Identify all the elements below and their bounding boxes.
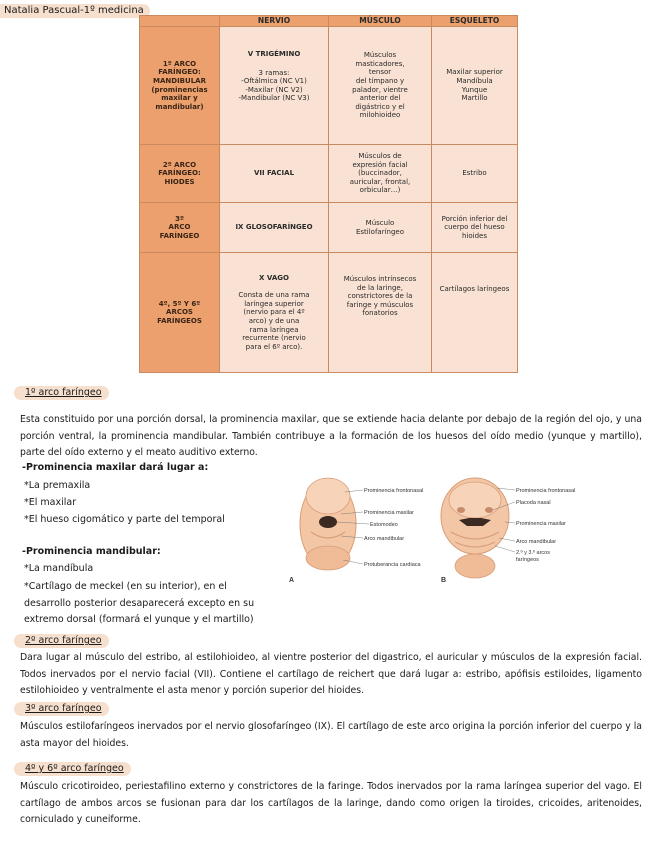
arch-line: mandibular) bbox=[155, 102, 204, 111]
embryo-panel-b bbox=[441, 478, 509, 578]
muscle-cell bbox=[329, 203, 432, 253]
muscle-line: digástrico y el bbox=[355, 102, 405, 111]
muscle-line: Músculos intrínsecos bbox=[343, 275, 417, 283]
row-header bbox=[140, 145, 220, 203]
skeleton-line: Cartílagos laríngeos bbox=[439, 285, 510, 293]
nerve-line: laríngea superior bbox=[244, 299, 304, 308]
row-header bbox=[140, 203, 220, 253]
skeleton-line: Porción inferior del bbox=[441, 214, 508, 223]
nerve-title: VII FACIAL bbox=[253, 169, 295, 178]
figure-label: Prominencia maxilar bbox=[516, 521, 566, 527]
skeleton-cell bbox=[432, 253, 518, 373]
figure-label: Prominencia frontonasal bbox=[516, 488, 576, 494]
table-header-row bbox=[140, 16, 518, 27]
nerve-line: -Oftálmica (NC V1) bbox=[241, 77, 307, 86]
skeleton-line: Maxilar superior bbox=[446, 68, 503, 77]
muscle-cell bbox=[329, 27, 432, 145]
muscle-line: fonatorios bbox=[362, 309, 398, 318]
muscle-line: auricular, frontal, bbox=[349, 177, 411, 186]
muscle-line: orbicular…) bbox=[359, 186, 401, 195]
table-row bbox=[140, 145, 518, 203]
arch-line: maxilar y bbox=[161, 94, 198, 103]
figure-label: Protuberancia cardiaca bbox=[364, 562, 421, 568]
section-title-arco-4-6: 4º y 6º arco faríngeo bbox=[14, 762, 131, 776]
pharyngeal-arches-table bbox=[139, 15, 518, 373]
row-header bbox=[140, 253, 220, 373]
embryo-face-figure bbox=[283, 474, 633, 586]
list-item: *Cartílago de meckel (en su interior), en el bbox=[24, 581, 227, 592]
nerve-cell bbox=[220, 27, 329, 145]
section-title-arco-2: 2º arco faríngeo bbox=[14, 634, 109, 648]
nerve-line: (nervio para el 4º bbox=[243, 308, 305, 317]
skeleton-cell bbox=[432, 27, 518, 145]
figure-label: Placoda nasal bbox=[516, 500, 551, 506]
nerve-line: para el 6º arco). bbox=[245, 342, 303, 351]
section-paragraph-arco-1: Esta constituido por una porción dorsal, la prominencia maxilar, que se extiende hacia delante por debajo de la región del ojo, y una porción ventral, la prominencia mandibular. También contribuye a la formación de los huesos del oído medio (yunque y martillo), parte del oído externo y el meato auditivo externo. bbox=[20, 414, 642, 458]
arch-line: FARÍNGEO: bbox=[158, 169, 201, 178]
table-row bbox=[140, 253, 518, 373]
muscle-line: del tímpano y bbox=[355, 76, 405, 85]
muscle-cell bbox=[329, 253, 432, 373]
figure-label: Arco mandibular bbox=[364, 536, 405, 542]
muscle-line: Estilofaríngeo bbox=[355, 227, 405, 236]
section-paragraph-arco-3: Músculos estilofaríngeos inervados por el nervio glosofaríngeo (IX). El cartílago de este arco origina la porción inferior del cuerpo y la asta mayor del hioides. bbox=[20, 721, 642, 749]
nerve-cell bbox=[220, 203, 329, 253]
mandibular-heading: -Prominencia mandibular: bbox=[22, 546, 161, 557]
skeleton-line: Yunque bbox=[461, 85, 488, 94]
arch-line: FARÍNGEO bbox=[159, 231, 200, 240]
maxilar-heading: -Prominencia maxilar dará lugar a: bbox=[22, 462, 209, 473]
table-row bbox=[140, 27, 518, 145]
section-title-arco-3: 3º arco faríngeo bbox=[14, 702, 109, 716]
nerve-line: rama laríngea bbox=[249, 325, 299, 334]
skeleton-line: Martillo bbox=[461, 94, 488, 103]
figure-panel-letter: A bbox=[289, 577, 295, 584]
skeleton-line: Mandíbula bbox=[456, 76, 493, 85]
nerve-line: recurrente (nervio bbox=[242, 334, 306, 343]
muscle-line: palador, vientre bbox=[352, 85, 408, 94]
muscle-line: constrictores de la bbox=[347, 292, 413, 301]
nerve-title: V TRIGÉMINO bbox=[247, 50, 301, 59]
table-row bbox=[140, 203, 518, 253]
table-corner bbox=[140, 16, 220, 27]
figure-label: Estomodeo bbox=[370, 522, 398, 528]
figure-label: Prominencia maxilar bbox=[364, 510, 414, 516]
figure-panel-letter: B bbox=[441, 577, 447, 584]
section-paragraph-arco-2: Dara lugar al músculo del estribo, al estilohioideo, al vientre posterior del digastrico, el auricular y músculos de la expresión facial. Todos inervados por el nervio facial (VII). Contiene el cartílago de reichert que dará lugar a: estribo, apófisis estiloides, ligamento estilohioideo y ventralmente el asta menor y porción superior del hioides. bbox=[20, 652, 642, 696]
muscle-line: Músculos bbox=[363, 51, 397, 60]
nerve-line: 3 ramas: bbox=[258, 68, 290, 77]
list-item: *La mandíbula bbox=[24, 563, 94, 574]
muscle-line: Músculo bbox=[365, 218, 395, 227]
muscle-line: de la laringe, bbox=[357, 283, 403, 292]
muscle-line: (buccinador, bbox=[358, 169, 402, 178]
list-item: *El maxilar bbox=[24, 497, 77, 508]
figure-label: Prominencia frontonasal bbox=[364, 488, 424, 494]
arch-line: ARCOS bbox=[166, 308, 193, 317]
figure-label: faríngeos bbox=[516, 557, 539, 563]
muscle-line: anterior del bbox=[359, 94, 401, 103]
muscle-line: tensor bbox=[368, 68, 392, 77]
col-header-nervio: NERVIO bbox=[220, 16, 329, 27]
muscle-line: milohioideo bbox=[359, 111, 401, 120]
muscle-line: faringe y músculos bbox=[346, 300, 414, 309]
nerve-title: IX GLOSOFARÍNGEO bbox=[235, 223, 313, 232]
row-header bbox=[140, 27, 220, 145]
skeleton-cell bbox=[432, 203, 518, 253]
skeleton-cell bbox=[432, 145, 518, 203]
nerve-title: X VAGO bbox=[259, 273, 289, 282]
author-label: Natalia Pascual-1º medicina bbox=[0, 4, 150, 18]
arch-line: 1º ARCO bbox=[162, 59, 197, 68]
list-item: extremo dorsal (formará el yunque y el martillo) bbox=[24, 614, 254, 625]
list-item: desarrollo posterior desaparecerá excepto en su bbox=[24, 598, 255, 609]
list-item: *La premaxila bbox=[24, 480, 91, 491]
skeleton-line: Estribo bbox=[462, 169, 487, 178]
col-header-esqueleto: ESQUELETO bbox=[432, 16, 518, 27]
list-item: *El hueso cigomático y parte del temporal bbox=[24, 514, 225, 525]
nerve-cell bbox=[220, 145, 329, 203]
arch-line: 2º ARCO bbox=[162, 160, 197, 169]
nerve-line: -Mandibular (NC V3) bbox=[238, 94, 310, 103]
skeleton-line: hioides bbox=[461, 231, 487, 240]
arch-line: FARÍNGEOS bbox=[157, 316, 202, 325]
section-title-arco-1: 1º arco faríngeo bbox=[14, 386, 109, 400]
arch-line: 3º bbox=[175, 214, 184, 223]
col-header-musculo: MÚSCULO bbox=[329, 16, 432, 27]
arch-line: ARCO bbox=[168, 223, 191, 232]
muscle-line: masticadores, bbox=[355, 59, 405, 68]
figure-label: Arco mandibular bbox=[516, 539, 557, 545]
nerve-line: arco) y de una bbox=[248, 317, 300, 325]
nerve-cell bbox=[220, 253, 329, 373]
skeleton-line: cuerpo del hueso bbox=[444, 223, 505, 232]
section-paragraph-arco-4-6: Músculo cricotiroideo, periestafilino externo y constrictores de la faringe. Todos inervados por la rama laríngea superior del vago. El cartílago de ambos arcos se fusionan para dar los cartílagos de la laringe, dando como origen la tiroides, cricoides, aritenoides, corniculado y cuneiforme. bbox=[20, 781, 642, 825]
nerve-line: Consta de una rama bbox=[238, 291, 310, 300]
muscle-cell bbox=[329, 145, 432, 203]
arch-line: HIODES bbox=[164, 177, 195, 186]
muscle-line: Músculos de bbox=[358, 152, 402, 161]
muscle-line: expresión facial bbox=[352, 160, 408, 169]
arch-line: 4º, 5º Y 6º bbox=[158, 299, 201, 308]
arch-line: FARÍNGEO: bbox=[158, 68, 201, 77]
figure-label: 2.º y 3.º arcos bbox=[516, 550, 550, 556]
nerve-line: -Maxilar (NC V2) bbox=[245, 85, 303, 94]
arch-line: (prominencias bbox=[151, 85, 208, 94]
arch-line: MANDIBULAR bbox=[153, 76, 206, 85]
